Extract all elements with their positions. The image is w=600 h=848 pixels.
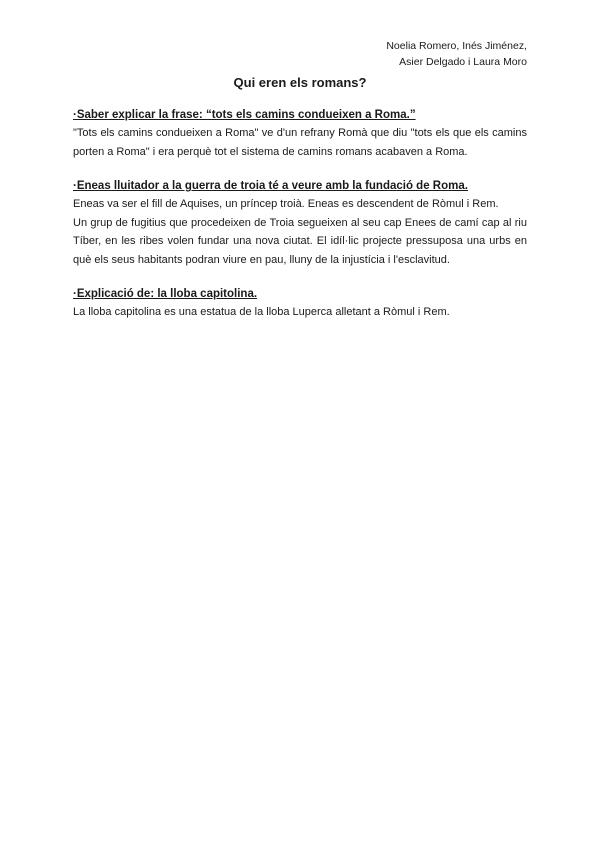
section-lloba [73,286,527,322]
authors-line-2: Asier Delgado i Laura Moro [399,56,527,68]
section-camins [73,107,527,161]
section-paragraph: "Tots els camins condueixen a Roma" ve d'un refrany Romà que diu "tots els que els camins porten a Roma" i era perquè tot el sistema de camins romans acabaven a Roma. [73,127,527,158]
section-heading: ·Saber explicar la frase: “tots els camins condueixen a Roma.” [73,109,416,121]
section-paragraph: Eneas va ser el fill de Aquises, un príncep troià. Eneas es descendent de Ròmul i Rem. [73,198,499,210]
authors-line-1: Noelia Romero, Inés Jiménez, [386,40,527,52]
section-paragraph: Un grup de fugitius que procedeixen de Troia segueixen al seu cap Enees de camí cap al riu Tíber, en les ribes volen fundar una nova ciutat. El idíl·lic projecte pressuposa una urbs en què els seus habitants podran viure en pau, lluny de la injustícia i l'esclavitud. [73,216,527,266]
section-heading: ·Explicació de: la lloba capitolina. [73,288,258,300]
document-body [73,107,527,339]
section-paragraph: La lloba capitolina es una estatua de la lloba Luperca alletant a Ròmul i Rem. [73,306,450,318]
section-heading: ·Eneas lluitador a la guerra de troia té a veure amb la fundació de Roma. [73,180,468,192]
authors-block [386,38,527,70]
section-eneas [73,178,527,269]
document-title: Qui eren els romans? [233,75,367,90]
